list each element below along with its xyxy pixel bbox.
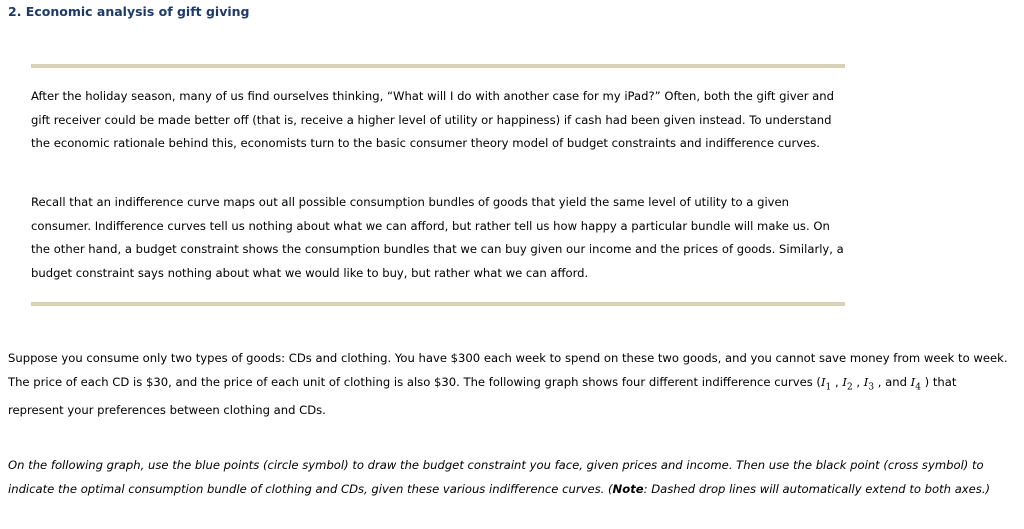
intro-box-top-rule	[31, 64, 845, 68]
intro-box-bottom-rule	[31, 302, 845, 306]
instructions-text-start: On the following graph, use the blue points (circle symbol) to draw the budget constraint you face, given prices and income. Then use the black point (cross symbol) to indicate the optimal consumption bundle of clothing and CDs, given these various indifference curves. (	[8, 458, 984, 496]
separator: ,	[852, 374, 864, 389]
curve-label-i4: $I_4$	[910, 374, 921, 392]
separator: , and	[874, 374, 911, 389]
intro-paragraph-2: Recall that an indifference curve maps out all possible consumption bundles of goods that yield the same level of utility to a given consumer. Indifference curves tell us nothing about what we can afford, but rather tell us how happy a particular bundle will make us. On the other hand, a budget constraint shows the consumption bundles that we can buy given our income and the prices of goods. Similarly, a budget constraint says nothing about what we would like to buy, but rather what we can afford.	[31, 195, 844, 280]
section-title: 2. Economic analysis of gift giving	[8, 4, 250, 19]
scenario-paragraph	[8, 347, 1008, 423]
instructions-text-end: : Dashed drop lines will automatically extend to both axes.)	[643, 481, 991, 496]
curve-label-i1: $I_1$	[820, 374, 832, 392]
curve-label-i3: $I_3$	[863, 374, 875, 392]
scenario-text-start: Suppose you consume only two types of goods: CDs and clothing. You have $300 each week to spend on these two goods, and you cannot save money from week to week. The price of each CD is $30, and the price of each unit of clothing is also $30. The following graph shows four different indifference curves (	[8, 351, 1008, 389]
separator: ,	[831, 374, 843, 389]
scenario-text-end: ) that represent your preferences between clothing and CDs.	[8, 374, 957, 418]
curve-label-i2: $I_2$	[842, 374, 853, 392]
note-label: Note	[612, 481, 644, 496]
graph-instructions	[8, 454, 1008, 501]
intro-paragraph-1: After the holiday season, many of us find ourselves thinking, “What will I do with another case for my iPad?” Often, both the gift giver and gift receiver could be made better off (that is, receive a higher level of utility or happiness) if cash had been given instead. To understand the economic rationale behind this, economists turn to the basic consumer theory model of budget constraints and indifference curves.	[31, 89, 834, 150]
